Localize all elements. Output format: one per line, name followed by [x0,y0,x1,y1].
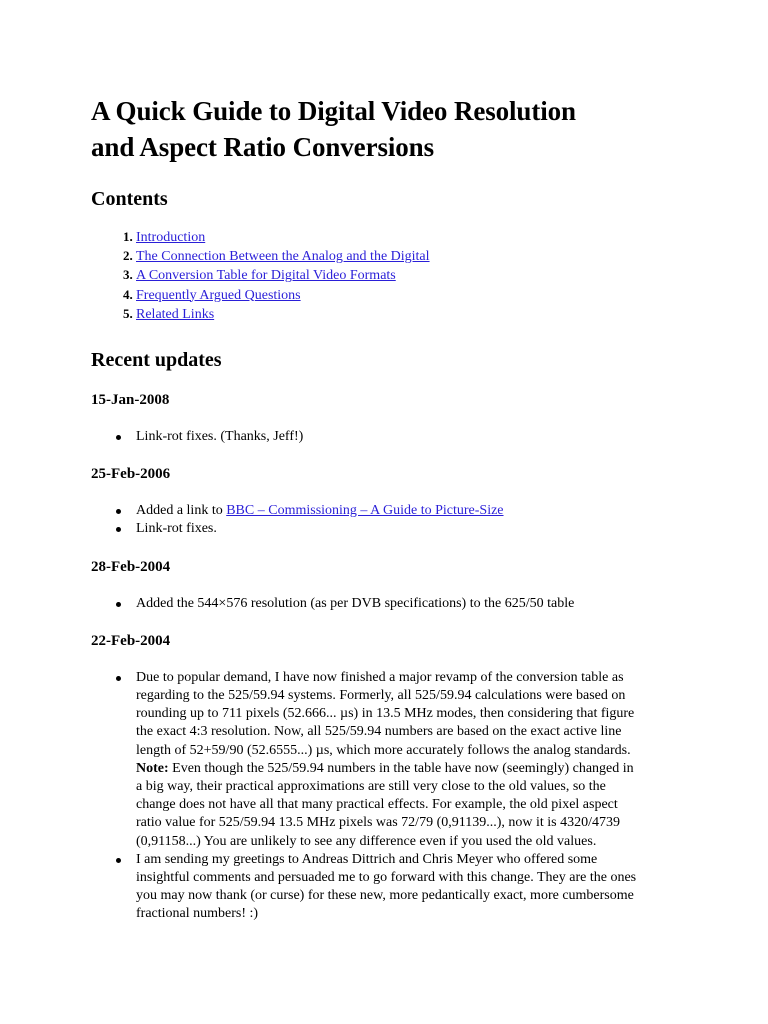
update-item [136,520,691,538]
update-list [91,669,691,924]
page-title-line-1: A Quick Guide to Digital Video Resolution [91,96,576,126]
update-text-line: regarding to the 525/59.94 systems. Formerly, all 525/59.94 calculations were based on [136,688,626,704]
update-item [136,502,691,520]
toc-link-related-links[interactable]: Related Links [136,306,215,322]
document-page [91,93,691,924]
update-list [91,502,691,538]
update-item [136,595,691,613]
update-text-line: insightful comments and persuaded me to go forward with this change. They are the ones [136,870,637,886]
note-label: Note: [136,760,169,776]
update-text-line: a big way, their practical approximations are still very close to the old values, so the [136,779,606,795]
update-text: Added the 544×576 resolution (as per DVB specifications) to the 625/50 table [136,595,575,611]
update-date: 22-Feb-2004 [91,632,171,649]
update-item [136,669,676,851]
page-title [91,93,691,165]
update-text-line: ratio value for 525/59.94 13.5 MHz pixels was 72/79 (0,91139...), now it is 4320/4739 [136,815,620,831]
recent-updates-heading: Recent updates [91,349,222,372]
update-text: Link-rot fixes. [136,521,217,537]
update-list [91,428,691,446]
update-text-line: change does not have all that many practical effects. For example, the old pixel aspect [136,797,618,813]
update-text-line: you may now thank (or curse) for these new, more pedantically exact, more cumbersome [136,888,634,904]
toc-item [136,228,691,247]
page-title-line-2: and Aspect Ratio Conversions [91,132,434,162]
toc-link-analog-digital[interactable]: The Connection Between the Analog and the Digital [136,249,430,265]
update-text-line: rounding up to 711 pixels (52.666... µs) in 13.5 MHz modes, then considering that figure [136,706,635,722]
bbc-guide-link[interactable]: BBC – Commissioning – A Guide to Picture-Size [226,503,504,519]
update-item [136,428,691,446]
update-text-line: Even though the 525/59.94 numbers in the table have now (seemingly) changed in [168,760,634,776]
update-text-line: I am sending my greetings to Andreas Dittrich and Chris Meyer who offered some [136,851,598,867]
update-text-line: fractional numbers! :) [136,906,259,922]
toc-link-introduction[interactable]: Introduction [136,230,206,245]
update-date: 28-Feb-2004 [91,558,171,575]
update-text-line: (0,91158...) You are unlikely to see any difference even if you used the old values. [136,833,597,849]
update-date: 15-Jan-2008 [91,392,170,409]
update-text-line: the exact 4:3 resolution. Now, all 525/59.94 numbers are based on the exact active line [136,724,622,740]
toc-item [136,266,691,285]
contents-heading: Contents [91,188,168,210]
toc-item [136,247,691,266]
update-list [91,595,691,613]
update-text-line: Due to popular demand, I have now finished a major revamp of the conversion table as [136,669,624,685]
table-of-contents [91,228,691,324]
toc-link-conversion-table[interactable]: A Conversion Table for Digital Video Formats [136,268,396,284]
update-item [136,851,676,924]
toc-item [136,286,691,305]
toc-item [136,305,691,324]
update-text: Added a link to [136,503,227,519]
update-text-line: length of 52+59/90 (52.6555...) µs, which more accurately follows the analog standards. [136,742,631,758]
update-date: 25-Feb-2006 [91,466,171,483]
toc-link-faq[interactable]: Frequently Argued Questions [136,287,301,303]
update-text: Link-rot fixes. (Thanks, Jeff!) [136,429,304,445]
